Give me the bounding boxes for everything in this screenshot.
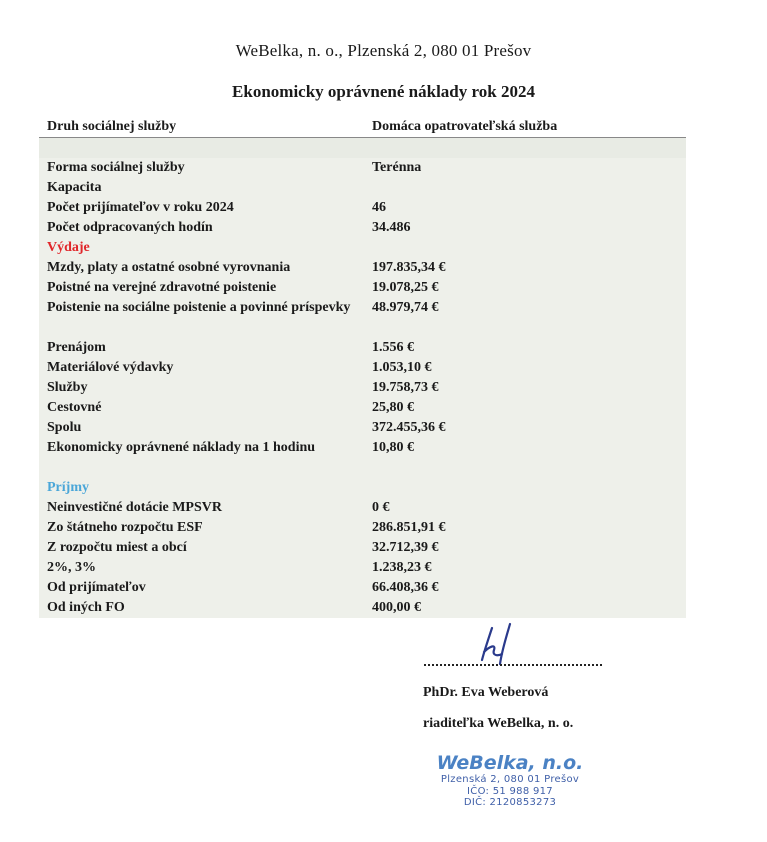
table-row: [39, 418, 686, 438]
row-label: Od iných FO: [47, 600, 125, 615]
row-label: Poistné na verejné zdravotné poistenie: [47, 280, 277, 295]
document-title: Ekonomicky oprávnené náklady rok 2024: [232, 82, 535, 101]
row-label: Neinvestičné dotácie MPSVR: [47, 500, 222, 515]
row-value: 1.053,10 €: [372, 360, 432, 375]
organization-header: WeBelka, n. o., Plzenská 2, 080 01 Prešov: [235, 41, 532, 60]
row-label: 2%, 3%: [47, 560, 96, 575]
table-row: [39, 178, 686, 198]
row-label: Služby: [47, 380, 88, 395]
row-label: Cestovné: [47, 400, 102, 415]
row-value: Terénna: [372, 160, 422, 175]
table-row: [39, 398, 686, 418]
row-value: 400,00 €: [372, 600, 421, 615]
organization-stamp: [430, 752, 590, 809]
row-value: 19.078,25 €: [372, 280, 439, 295]
row-value: 46: [372, 200, 386, 215]
table-row: [39, 538, 686, 558]
table-row: [39, 298, 686, 338]
table-row: [39, 278, 686, 298]
table-row: [39, 578, 686, 598]
row-value: 0 €: [372, 500, 390, 515]
row-label: Počet odpracovaných hodín: [47, 220, 213, 235]
row-label: Prenájom: [47, 340, 106, 355]
table-row: [39, 158, 686, 178]
table-row: [39, 218, 686, 238]
table-row: [39, 338, 686, 358]
table-row: [39, 438, 686, 478]
row-value: 25,80 €: [372, 400, 414, 415]
stamp-brand: WeBelka, n.o.: [436, 752, 584, 774]
section-title: Príjmy: [47, 480, 89, 495]
table-row: [39, 598, 686, 618]
table-row: [39, 498, 686, 518]
service-type-value: Domáca opatrovateľská služba: [372, 119, 558, 134]
signature-line: [424, 656, 602, 666]
table-header-row: [39, 116, 686, 138]
row-value: 1.238,23 €: [372, 560, 432, 575]
signer-name: PhDr. Eva Weberová: [423, 685, 549, 700]
row-value: 286.851,91 €: [372, 520, 446, 535]
row-label: Materiálové výdavky: [47, 360, 174, 375]
row-label: Mzdy, platy a ostatné osobné vyrovnania: [47, 260, 291, 275]
row-label: Zo štátneho rozpočtu ESF: [47, 520, 203, 535]
cost-table: [39, 116, 686, 618]
stamp-ico: IČO: 51 988 917: [467, 785, 553, 797]
row-label: Forma sociálnej služby: [47, 160, 185, 175]
row-value: 372.455,36 €: [372, 420, 446, 435]
expenses-section-title: [39, 238, 686, 258]
table-row: [39, 258, 686, 278]
row-label: Počet prijímateľov v roku 2024: [47, 200, 234, 215]
income-section-title: [39, 478, 686, 498]
table-row: [39, 358, 686, 378]
row-label: Z rozpočtu miest a obcí: [47, 540, 187, 555]
row-value: 32.712,39 €: [372, 540, 439, 555]
row-label: Od prijímateľov: [47, 580, 146, 595]
row-label: Spolu: [47, 420, 82, 435]
row-label: Poistenie na sociálne poistenie a povinné príspevky: [47, 300, 351, 315]
row-value: 1.556 €: [372, 340, 414, 355]
stamp-address: Plzenská 2, 080 01 Prešov: [440, 774, 580, 785]
row-value: 19.758,73 €: [372, 380, 439, 395]
table-row: [39, 558, 686, 578]
row-value: 48.979,74 €: [372, 300, 439, 315]
row-label: Kapacita: [47, 180, 102, 195]
table-row: [39, 518, 686, 538]
table-row: [39, 378, 686, 398]
signer-role: riaditeľka WeBelka, n. o.: [423, 716, 574, 731]
row-label: Ekonomicky oprávnené náklady na 1 hodinu: [47, 440, 316, 455]
row-value: 197.835,34 €: [372, 260, 446, 275]
service-type-label: Druh sociálnej služby: [47, 119, 177, 134]
row-value: 34.486: [372, 220, 411, 235]
table-row: [39, 198, 686, 218]
row-value: 66.408,36 €: [372, 580, 439, 595]
blank-row: [39, 138, 686, 158]
stamp-dic: DIČ: 2120853273: [463, 797, 557, 808]
section-title: Výdaje: [47, 240, 90, 255]
row-value: 10,80 €: [372, 440, 414, 455]
